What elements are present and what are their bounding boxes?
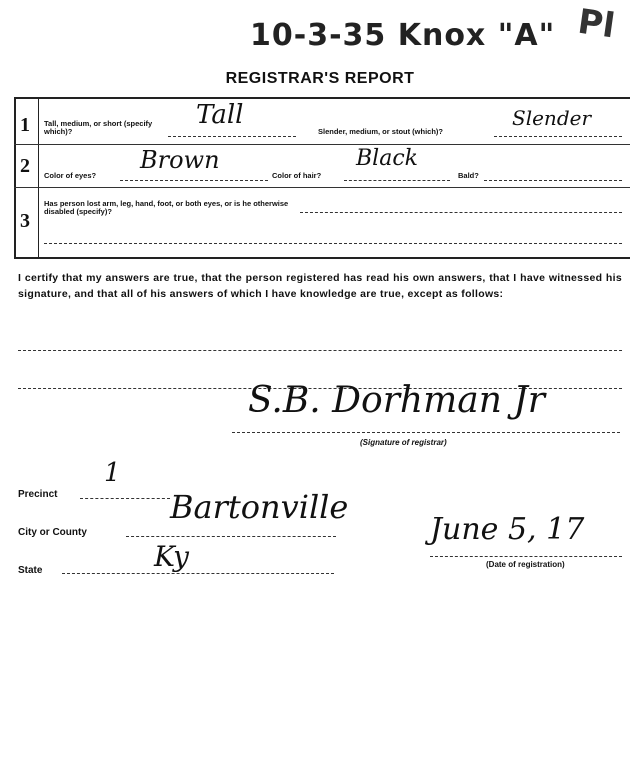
page-title: REGISTRAR'S REPORT <box>225 70 415 87</box>
question-2-label-b: Color of hair? <box>272 171 322 180</box>
question-3-answer-line-1 <box>300 212 622 213</box>
question-3-answer-line-2 <box>44 243 622 244</box>
number-column-divider <box>38 97 39 257</box>
signature-line <box>232 432 620 433</box>
city-label: City or County <box>18 527 87 538</box>
question-1-answer-a-line <box>168 136 296 137</box>
city-line <box>126 536 336 537</box>
question-2-answer-b: Black <box>356 146 418 171</box>
file-stamp: 10-3-35 Knox "A" <box>250 18 556 53</box>
question-3-label: Has person lost arm, leg, hand, foot, or both eyes, or is he otherwise disabled (specify)? <box>44 199 289 216</box>
form-frame-top <box>14 97 630 99</box>
precinct-label: Precinct <box>18 489 58 500</box>
question-1-label-a: Tall, medium, or short (specify which)? <box>44 119 153 136</box>
form-frame-bottom <box>14 257 630 259</box>
question-1-label-b: Slender, medium, or stout (which)? <box>318 127 444 136</box>
exceptions-line-1 <box>18 350 622 351</box>
signature-caption: (Signature of registrar) <box>360 438 447 447</box>
certification-statement: I certify that my answers are true, that the person registered has read his own answers, that I have witnessed his signature, and that all of his answers of which I have knowledge are true, except as follows: <box>18 272 622 300</box>
precinct-value: 1 <box>104 458 121 488</box>
question-1-answer-b-line <box>494 136 622 137</box>
registrar-signature: S.B. Dorhman Jr <box>248 380 545 421</box>
question-1-answer-b: Slender <box>512 106 592 130</box>
row-divider-2 <box>14 187 630 188</box>
question-2-answer-c-line <box>484 180 622 181</box>
question-2-answer-b-line <box>344 180 450 181</box>
question-2-label-c: Bald? <box>458 171 479 180</box>
row-divider-1 <box>14 144 630 145</box>
precinct-line <box>80 498 170 499</box>
question-2-label-a: Color of eyes? <box>44 171 97 180</box>
question-number-2: 2 <box>20 155 30 177</box>
date-caption: (Date of registration) <box>486 560 565 569</box>
question-2-answer-a: Brown <box>140 146 220 174</box>
question-number-3: 3 <box>20 210 30 232</box>
state-line <box>62 573 334 574</box>
state-label: State <box>18 565 43 576</box>
state-value: Ky <box>154 540 189 573</box>
corner-stamp: Pl <box>575 1 618 47</box>
city-value: Bartonville <box>170 488 349 526</box>
question-2-answer-a-line <box>120 180 268 181</box>
date-line <box>430 556 622 557</box>
form-frame-left <box>14 97 16 257</box>
registration-date: June 5, 17 <box>430 512 585 547</box>
question-number-1: 1 <box>20 114 30 136</box>
question-1-answer-a: Tall <box>196 100 244 130</box>
